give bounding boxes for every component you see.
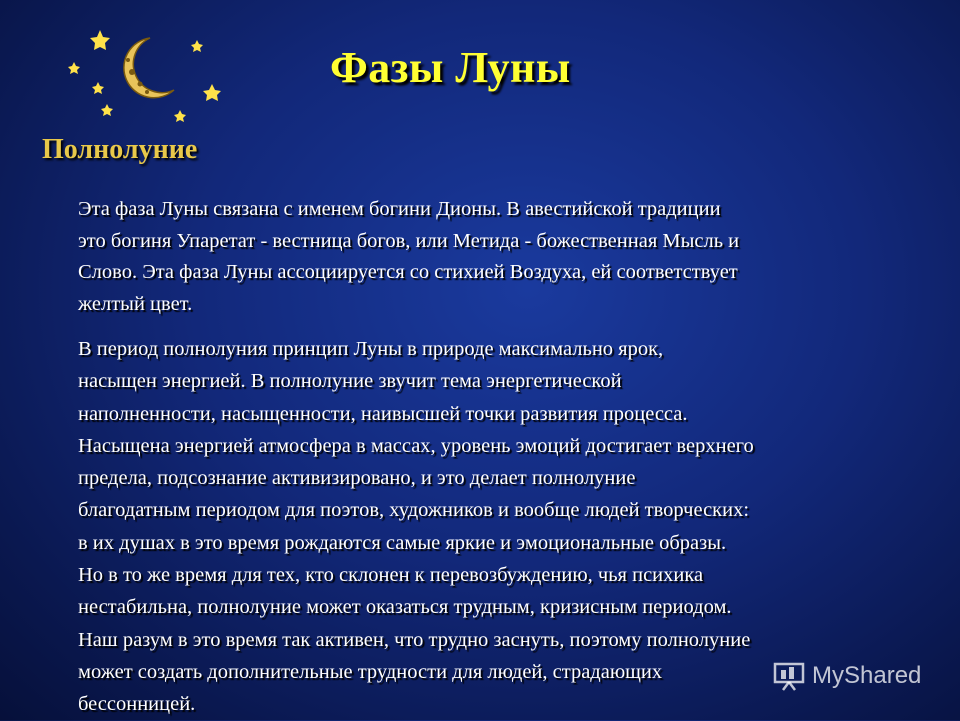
watermark-text: MyShared xyxy=(812,662,922,689)
moon-and-stars-icon xyxy=(62,22,232,126)
paragraph-dione: Эта фаза Луны связана с именем богини Дионы. В авестийской традиции это богиня Упаретат - вестница богов, или Метида - божественная Мысль и Слово. Эта фаза Луны ассоциируется со стихией Воздуха, ей соответствует желтый цвет. xyxy=(78,198,740,315)
watermark xyxy=(772,660,921,692)
slide-subtitle: Полнолуние xyxy=(42,134,198,165)
paragraph-full-moon-period: В период полнолуния принцип Луны в природе максимально ярок, насыщен энергией. В полнолуние звучит тема энергетической наполненности, насыщенности, наивысшей точки развития процесса. Насыщена энергией атмосфера в массах, уровень эмоций достигает верхнего предела, подсознание активизировано, и это делает полнолуние благодатным периодом для поэтов, художников и вообще людей творческих: в их душах в это время рождаются самые яркие и эмоциональные образы. Но в то же время для тех, кто склонен к перевозбуждению, чья психика нестабильна, полнолуние может оказаться трудным, кризисным периодом. Наш разум в это время так активен, что трудно заснуть, поэтому полнолуние может создать дополнительные трудности для людей, страдающих бессонницей. xyxy=(78,338,754,716)
presentation-icon xyxy=(772,661,806,691)
slide-title: Фазы Луны xyxy=(330,43,571,92)
